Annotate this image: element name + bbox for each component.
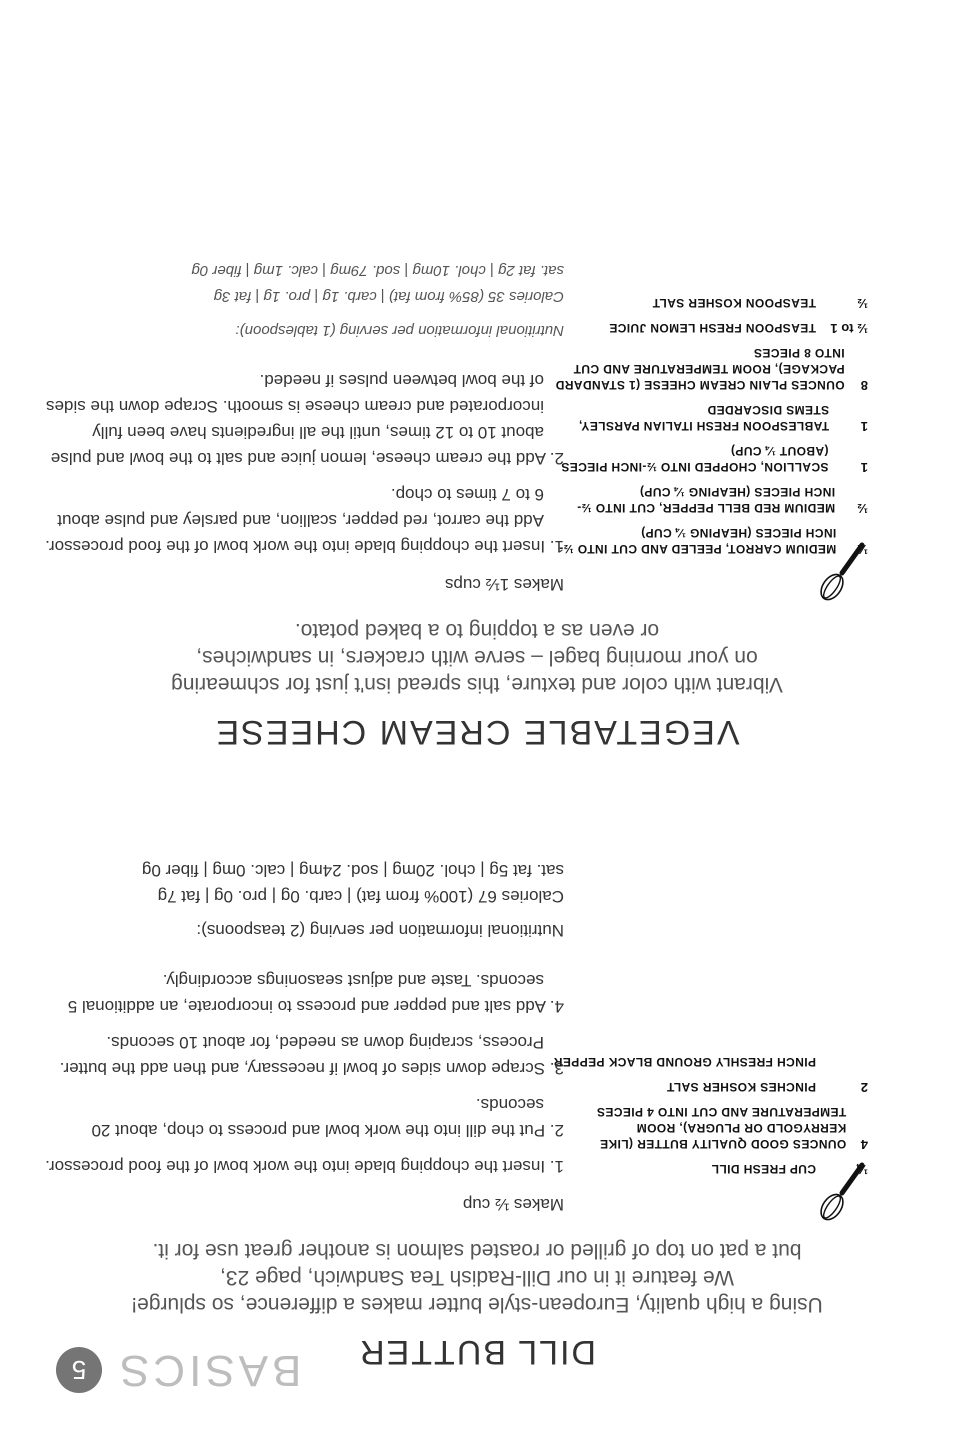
intro-line: on your morning bagel – serve with crackers, in sandwiches, bbox=[196, 646, 758, 669]
ingredient-item bbox=[548, 1054, 868, 1070]
recipe-method bbox=[44, 257, 564, 597]
method-step: 1. Insert the chopping blade into the work bowl of the food processor. bbox=[45, 1157, 564, 1176]
yield-text: Makes ½ cup bbox=[462, 1195, 564, 1214]
ingredient-item bbox=[548, 345, 868, 393]
ingredient-item bbox=[548, 1161, 868, 1177]
ingredient-item bbox=[548, 525, 868, 557]
nutrition-line: Calories 67 (100% from fat) | carb. 0g | pro. 0g | fat 7g bbox=[157, 887, 564, 906]
ingredient-item bbox=[548, 1104, 868, 1152]
page-number-badge: 5 bbox=[56, 1347, 102, 1393]
ingredient-text: TABLESPOON FRESH ITALIAN PARSLEY, STEMS DISCARDED bbox=[578, 403, 830, 433]
ingredient-text: SCALLION, CHOPPED INTO ½-INCH PIECES (ABOUT ¼ CUP) bbox=[560, 444, 829, 474]
ingredient-qty: ½ bbox=[857, 542, 868, 557]
intro-line: but a pat on top of grilled or roasted salmon is another great use for it. bbox=[152, 1239, 802, 1262]
ingredient-text: TEASPOON KOSHER SALT bbox=[652, 296, 816, 310]
nutrition-line: sat. fat 5g | chol. 20mg | sod. 24mg | calc. 0mg | fiber 0g bbox=[141, 861, 564, 880]
recipe-intro bbox=[80, 617, 874, 698]
ingredient-text: TEASPOON FRESH LEMON JUICE bbox=[608, 321, 816, 335]
yield-text: Makes 1½ cups bbox=[444, 575, 564, 594]
ingredient-item bbox=[548, 1079, 868, 1095]
ingredient-text: MEDIUM RED BELL PEPPER, CUT INTO ½-INCH PIECES (HEAPING ¼ CUP) bbox=[576, 485, 836, 515]
recipe-title: DILL BUTTER bbox=[358, 1333, 597, 1371]
nutrition-label: Nutritional information per serving (1 tablespoon): bbox=[235, 322, 564, 339]
ingredient-qty: 4 bbox=[860, 1137, 868, 1152]
section-name: BASICS bbox=[116, 1346, 302, 1395]
recipe-body bbox=[0, 77, 954, 597]
ingredient-text: OUNCES PLAIN CREAM CHEESE (1 STANDARD PACKAGE), ROOM TEMPERATURE AND CUT INTO 8 PIECES bbox=[555, 346, 845, 392]
ingredient-text: PINCHES KOSHER SALT bbox=[666, 1080, 816, 1094]
recipe-intro bbox=[80, 1237, 874, 1318]
method-step: 4. Add salt and pepper and process to incorporate, an additional 5 seconds. Taste and adjust seasonings accordingly. bbox=[67, 971, 564, 1016]
intro-line: Using a high quality, European-style butter makes a difference, so splurge! bbox=[131, 1293, 823, 1316]
ingredient-qty: 8 bbox=[860, 378, 868, 393]
ingredient-qty: ¼ bbox=[857, 1162, 868, 1177]
intro-line: We feature it in our Dill-Radish Tea Sandwich, page 23, bbox=[220, 1266, 735, 1289]
intro-line: or even as a topping to a baked potato. bbox=[294, 619, 660, 642]
intro-line: Vibrant with color and texture, this spread isn't just for schmearing bbox=[171, 673, 783, 696]
ingredient-qty: 2 bbox=[860, 1080, 868, 1095]
recipe-body bbox=[0, 797, 954, 1217]
ingredient-qty: 1 bbox=[860, 419, 868, 434]
method-step: 1. Insert the chopping blade into the work bowl of the food processor. Add the carrot, red pepper, scallion, and parsley and pulse about 6 to 7 times to chop. bbox=[45, 485, 564, 556]
nutrition-line: sat. fat 2g | chol. 10mg | sod. 79mg | calc. 1mg | fiber 0g bbox=[191, 262, 564, 279]
method-step: 2. Add the cream cheese, lemon juice and salt to the bowl and pulse about 10 to 12 times, until the all ingredients have been fully incorporated and cream cheese is smooth. Scrape down the sides of the bowl between pulses if needed. bbox=[46, 371, 564, 468]
ingredient-qty: ½ bbox=[857, 296, 868, 311]
recipe-title: VEGETABLE CREAM CHEESE bbox=[214, 713, 740, 751]
method-step: 2. Put the dill into the work bowl and process to chop, about 20 seconds. bbox=[91, 1095, 564, 1140]
ingredient-item bbox=[548, 443, 868, 475]
ingredient-qty: 1 bbox=[860, 460, 868, 475]
ingredient-qty: ½ bbox=[857, 501, 868, 516]
ingredient-qty: ½ to 1 bbox=[830, 321, 868, 336]
recipe-dill-butter bbox=[0, 797, 954, 1371]
ingredient-list bbox=[548, 1045, 868, 1177]
ingredient-item bbox=[548, 295, 868, 311]
nutrition-line: Calories 35 (85% from fat) | carb. 1g | pro. 1g | fat 3g bbox=[213, 288, 564, 305]
ingredient-item bbox=[548, 484, 868, 516]
recipe-method bbox=[44, 857, 564, 1217]
ingredient-text: OUNCES GOOD QUALITY BUTTER (LIKE KERRYGOLD OR PLUGRA), ROOM TEMPERATURE AND CUT INTO 4 PIECES bbox=[596, 1105, 847, 1151]
method-step: 3. Scrape down sides of bowl if necessary, and then add the butter. Process, scraping down as needed, for about 10 seconds. bbox=[59, 1033, 564, 1078]
ingredient-list bbox=[548, 286, 868, 557]
ingredient-qty bbox=[816, 1054, 868, 1070]
ingredient-item bbox=[548, 402, 868, 434]
recipe-vegetable-cream-cheese-content bbox=[0, 77, 954, 751]
ingredient-text: CUP FRESH DILL bbox=[711, 1162, 816, 1176]
ingredient-item bbox=[548, 320, 868, 336]
ingredient-text: MEDIUM CARROT, PEELED AND CUT INTO ½-INCH PIECES (HEAPING ¼ CUP) bbox=[558, 526, 837, 556]
nutrition-label: Nutritional information per serving (2 teaspoons): bbox=[196, 921, 564, 940]
ingredient-text: PINCH FRESHLY GROUND BLACK PEPPER bbox=[553, 1055, 816, 1069]
